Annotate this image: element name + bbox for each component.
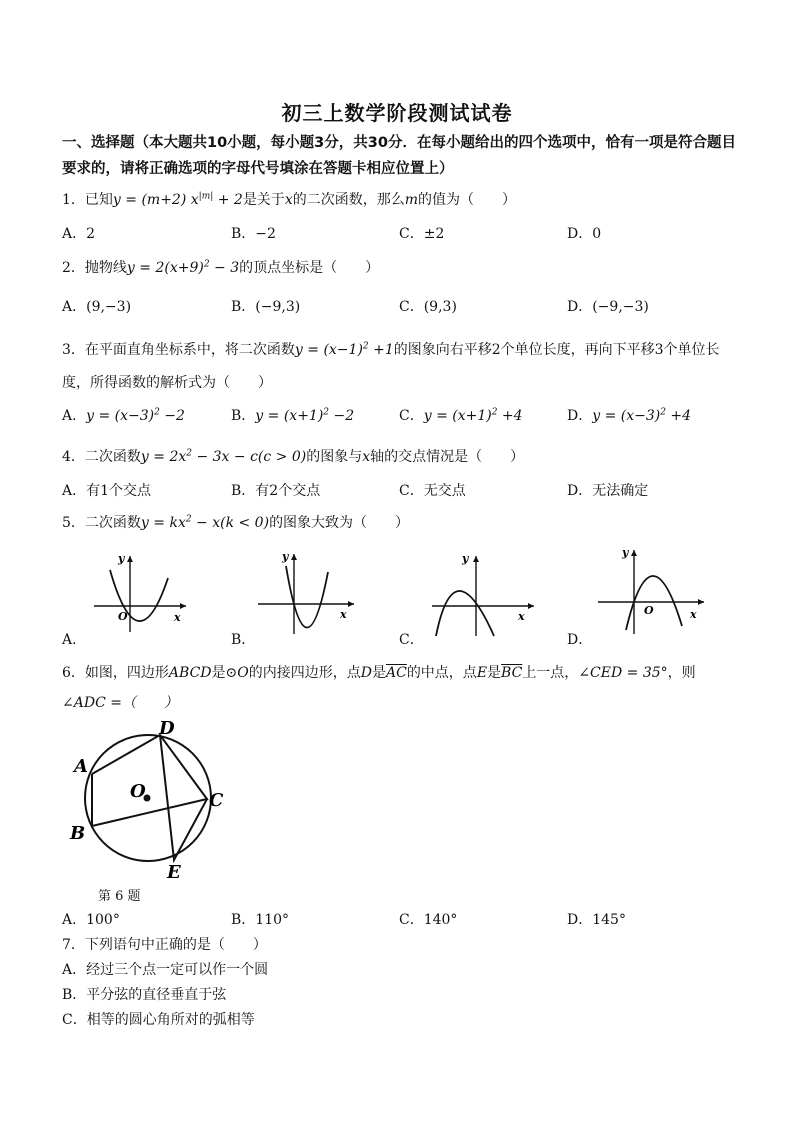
question-3-stem-line2: 度，所得函数的解析式为（ ） bbox=[62, 375, 272, 391]
q3-option-b: B．$y = (x+1)^2 -2$ bbox=[231, 407, 355, 424]
question-4-stem: 4．二次函数$y = 2x^2 - 3x - c(c > 0)$的图象与x轴的交点情况是（ ） bbox=[62, 448, 525, 465]
q7-option-b: B．平分弦的直径垂直于弦 bbox=[62, 987, 227, 1003]
q5-graph-d bbox=[596, 544, 708, 636]
q5-option-c: C． bbox=[399, 632, 424, 648]
q6-option-b: B．110° bbox=[231, 912, 290, 928]
q5d-origin: O bbox=[644, 604, 654, 617]
q1-option-d: D．0 bbox=[567, 226, 602, 242]
question-6-stem: 6．如图，四边形ABCD是⊙O的内接四边形，点D是$\overline{AC}$的中点，点E是$\overline{BC}$上一点，∠CED = 35°，则 bbox=[62, 665, 696, 681]
q5b-axis-x: x bbox=[340, 608, 347, 621]
q5c-axis-y: y bbox=[462, 552, 469, 565]
q4-option-d: D．无法确定 bbox=[567, 483, 649, 499]
q5d-axis-x: x bbox=[690, 608, 697, 621]
q4-option-b: B．有2个交点 bbox=[231, 483, 321, 499]
q1-option-a: A．2 bbox=[62, 226, 96, 242]
q5a-axis-x: x bbox=[174, 611, 181, 624]
q7-option-c: C．相等的圆心角所对的弧相等 bbox=[62, 1012, 255, 1028]
q5a-origin: O bbox=[118, 610, 128, 623]
q5a-axis-y: y bbox=[118, 552, 125, 565]
q5-option-b: B． bbox=[231, 632, 256, 648]
question-5-stem: 5．二次函数$y = kx^2 - x(k < 0)$的图象大致为（ ） bbox=[62, 514, 410, 531]
fig-label-b: B bbox=[70, 823, 86, 844]
q5-graph-c bbox=[430, 548, 540, 638]
q2-option-b: B．(−9,3) bbox=[231, 299, 301, 315]
q3-option-a: A．$y = (x-3)^2 -2$ bbox=[62, 407, 185, 424]
fig-label-e: E bbox=[167, 862, 181, 882]
q2-option-a: A．(9,−3) bbox=[62, 299, 132, 315]
q5-option-a: A． bbox=[62, 632, 87, 648]
page-title: 初三上数学阶段测试试卷 bbox=[281, 101, 513, 125]
q4-option-c: C．无交点 bbox=[399, 483, 466, 499]
q6-figure-circle bbox=[64, 716, 240, 882]
q6-option-c: C．140° bbox=[399, 912, 458, 928]
q5-graph-a bbox=[90, 548, 190, 634]
fig-label-d: D bbox=[159, 718, 175, 739]
question-2-stem: 2．抛物线$y = 2(x+9)^2 - 3$的顶点坐标是（ ） bbox=[62, 259, 380, 276]
section-header: 一、选择题（本大题共10小题，每小题3分，共30分．在每小题给出的四个选项中，恰有一项是符合题目要求的，请将正确选项的字母代号填涂在答题卡相应位置上） bbox=[62, 135, 736, 177]
q5d-axis-y: y bbox=[622, 546, 629, 559]
q5-option-d: D． bbox=[567, 632, 593, 648]
q4-option-a: A．有1个交点 bbox=[62, 483, 152, 499]
fig-label-o: O bbox=[130, 781, 146, 802]
q5b-axis-y: y bbox=[282, 550, 289, 563]
q6-option-d: D．145° bbox=[567, 912, 626, 928]
figure-caption: 第 6 题 bbox=[98, 889, 141, 904]
q3-option-c: C．$y = (x+1)^2 +4$ bbox=[399, 407, 523, 424]
q1-option-c: C．±2 bbox=[399, 226, 445, 242]
question-6-stem-line2: ∠ADC =（ ） bbox=[62, 695, 178, 711]
fig-label-c: C bbox=[209, 790, 224, 811]
q1-option-b: B．−2 bbox=[231, 226, 276, 242]
q7-option-a: A．经过三个点一定可以作一个圆 bbox=[62, 962, 269, 978]
q2-option-d: D．(−9,−3) bbox=[567, 299, 649, 315]
question-1-stem: 1．已知y = (m+2) $x^{|m|} + 2$是关于x的二次函数，那么m的值为（ ） bbox=[62, 191, 516, 208]
q5-graph-b bbox=[256, 546, 358, 636]
q2-option-c: C．(9,3) bbox=[399, 299, 457, 315]
fig-label-a: A bbox=[74, 756, 88, 777]
question-3-stem: 3．在平面直角坐标系中，将二次函数$y = (x-1)^2 +1$的图象向右平移2个单位长度，再向下平移3个单位长 bbox=[62, 341, 720, 358]
q6-option-a: A．100° bbox=[62, 912, 120, 928]
q3-option-d: D．$y = (x-3)^2 +4$ bbox=[567, 407, 692, 424]
question-7-stem: 7．下列语句中正确的是（ ） bbox=[62, 937, 267, 953]
q5c-axis-x: x bbox=[518, 610, 525, 623]
